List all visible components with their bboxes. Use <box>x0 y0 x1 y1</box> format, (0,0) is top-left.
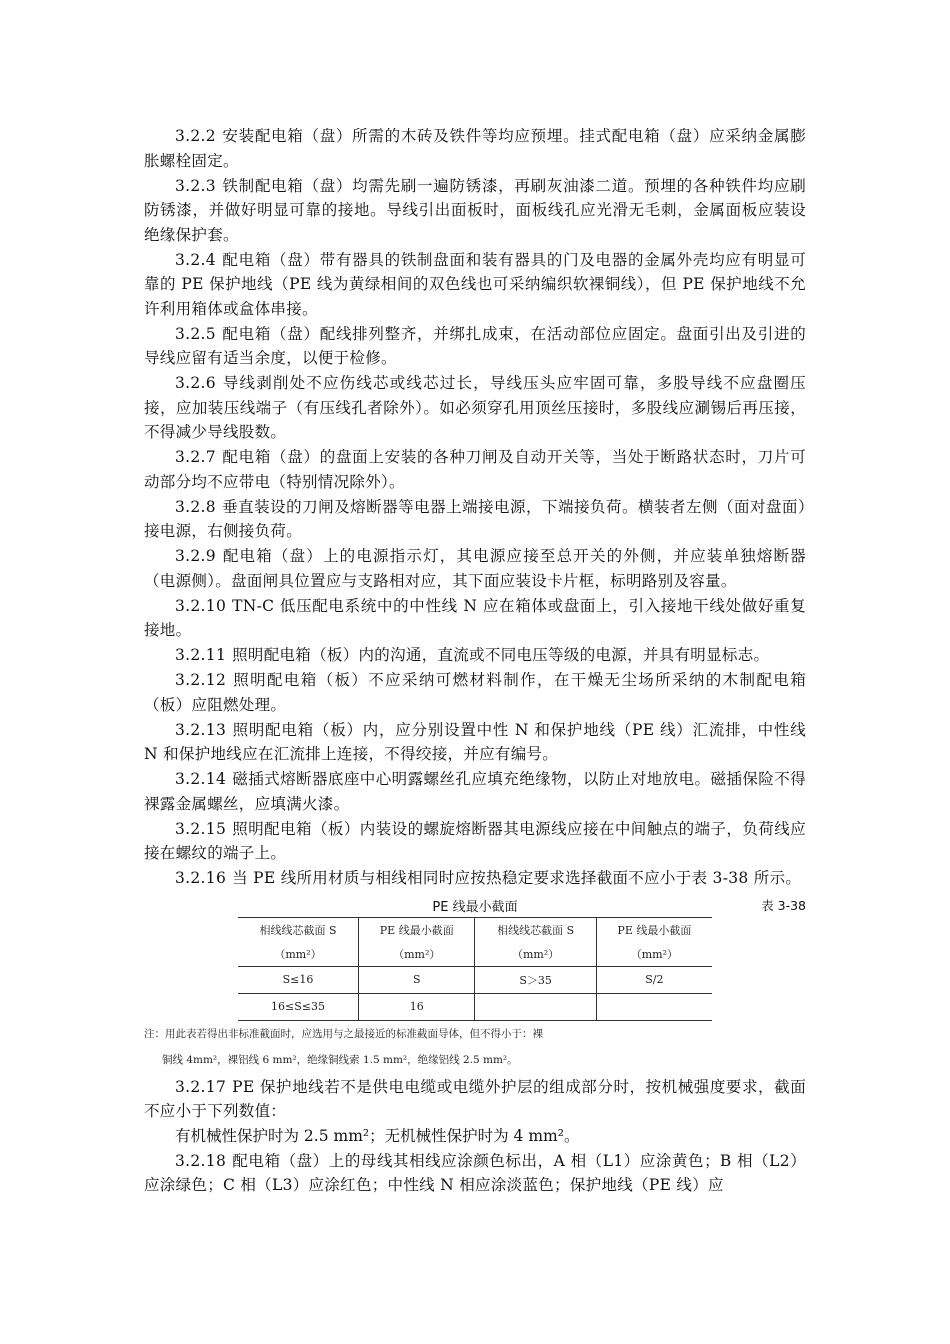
paragraph-3-2-2 <box>144 124 806 173</box>
paragraph-3-2-11 <box>144 643 806 668</box>
mechanical-protection-values: 有机械性保护时为 2.5 mm²；无机械性保护时为 4 mm²。 <box>175 1127 580 1145</box>
clause-text: 当 PE 线所用材质与相线相同时应按热稳定要求选择截面不应小于表 3-38 所示。 <box>232 869 802 887</box>
pe-min-section-table <box>238 917 712 1021</box>
table-header-cell: 相线线芯截面 S <box>475 917 596 942</box>
paragraph-3-2-10 <box>144 594 806 643</box>
paragraph-3-2-8 <box>144 495 806 544</box>
clause-number: 3.2.4 <box>175 250 216 269</box>
table-unit-row <box>238 942 712 967</box>
table-title: PE 线最小截面 <box>432 899 518 915</box>
clause-number: 3.2.15 <box>175 819 227 838</box>
table-cell: S/2 <box>596 966 712 993</box>
table-header-cell: PE 线最小截面 <box>596 917 712 942</box>
clause-number: 3.2.3 <box>175 176 216 195</box>
clause-text: 安装配电箱（盘）所需的木砖及铁件等均应预埋。挂式配电箱（盘）应采纳金属膨胀螺栓固定。 <box>144 127 806 170</box>
table-unit-cell: （mm²） <box>359 942 475 967</box>
table-header-cell: PE 线最小截面 <box>359 917 475 942</box>
clause-text: 导线剥削处不应伤线芯或线芯过长，导线压头应牢固可靠，多股导线不应盘圈压接，应加装压线端子（有压线孔者除外）。如必须穿孔用顶丝压接时，多股线应涮锡后再压接，不得减少导线股数。 <box>144 374 806 441</box>
clause-number: 3.2.10 <box>175 596 227 615</box>
clause-text: 配电箱（盘）的盘面上安装的各种刀闸及自动开关等，当处于断路状态时，刀片可动部分均不应带电（特别情况除外）。 <box>144 448 806 491</box>
table-header-row <box>238 917 712 942</box>
table-cell <box>475 993 596 1020</box>
clause-number: 3.2.2 <box>175 127 216 145</box>
paragraph-3-2-18 <box>144 1149 806 1198</box>
paragraph-3-2-4 <box>144 248 806 322</box>
paragraph-3-2-12 <box>144 668 806 717</box>
table-header-cell: 相线线芯截面 S <box>259 923 337 937</box>
paragraph-3-2-14 <box>144 767 806 816</box>
clause-text: PE 保护地线若不是供电电缆或电缆外护层的组成部分时，按机械强度要求，截面不应小于下列数值： <box>144 1077 806 1120</box>
table-unit-cell: （mm²） <box>596 942 712 967</box>
paragraph-3-2-6 <box>144 371 806 445</box>
clause-text: 配电箱（盘）上的电源指示灯，其电源应接至总开关的外侧，并应装单独熔断器（电源侧）。盘面闸具位置应与支路相对应，其下面应装设卡片框，标明路别及容量。 <box>144 547 806 590</box>
clause-text: 铁制配电箱（盘）均需先刷一遍防锈漆，再刷灰油漆二道。预埋的各种铁件均应刷防锈漆，并做好明显可靠的接地。导线引出面板时，面板线孔应光滑无毛刺，金属面板应装设绝缘保护套。 <box>144 176 806 244</box>
clause-text: TN-C 低压配电系统中的中性线 N 应在箱体或盘面上，引入接地干线处做好重复接地。 <box>144 596 806 639</box>
clause-number: 3.2.9 <box>175 547 216 565</box>
clause-number: 3.2.16 <box>175 869 227 887</box>
table-cell: 16≤S≤35 <box>271 1000 325 1013</box>
clause-number: 3.2.17 <box>175 1077 227 1096</box>
table-note-line-1: 注：用此表若得出非标准截面时，应选用与之最接近的标准截面导体，但不得小于：裸 <box>144 1027 543 1040</box>
clause-text: 照明配电箱（板）内，应分别设置中性 N 和保护地线（PE 线）汇流排，中性线 N 和保护地线应在汇流排上连接，不得绞接，并应有编号。 <box>144 720 806 763</box>
table-row <box>238 966 712 993</box>
table-cell <box>596 993 712 1020</box>
paragraph-3-2-16 <box>144 866 806 891</box>
table-unit-cell: （mm²） <box>274 947 322 961</box>
paragraph-3-2-3 <box>144 174 806 248</box>
clause-number: 3.2.11 <box>175 646 227 664</box>
table-cell: 16 <box>359 993 475 1020</box>
clause-number: 3.2.18 <box>175 1151 227 1170</box>
table-row <box>238 993 712 1020</box>
table-cell: S≤16 <box>282 973 314 986</box>
table-unit-cell: （mm²） <box>475 942 596 967</box>
clause-text: 配电箱（盘）配线排列整齐，并绑扎成束，在活动部位应固定。盘面引出及引进的导线应留有适当余度，以便于检修。 <box>144 324 806 367</box>
paragraph-3-2-15 <box>144 817 806 866</box>
table-cell: S <box>359 966 475 993</box>
clause-text: 照明配电箱（板）内的沟通，直流或不同电压等级的电源，并具有明显标志。 <box>232 646 770 664</box>
clause-number: 3.2.13 <box>175 720 227 739</box>
clause-text: 配电箱（盘）上的母线其相线应涂颜色标出，A 相（L1）应涂黄色；B 相（L2）应涂绿色；C 相（L3）应涂红色；中性线 N 相应涂淡蓝色；保护地线（PE 线）应 <box>144 1151 806 1194</box>
paragraph-3-2-13 <box>144 718 806 767</box>
clause-text: 垂直装设的刀闸及熔断器等电器上端接电源，下端接负荷。横装者左侧（面对盘面）接电源，右侧接负荷。 <box>144 497 806 540</box>
paragraph-3-2-17 <box>144 1075 806 1124</box>
clause-text: 配电箱（盘）带有器具的铁制盘面和装有器具的门及电器的金属外壳均应有明显可靠的 PE 保护地线（PE 线为黄绿相间的双色线也可采纳编织软裸铜线），但 PE 保护地线不允许利用箱体或盒体串接。 <box>144 250 806 318</box>
table-number: 表 3-38 <box>761 897 806 913</box>
clause-text: 照明配电箱（板）不应采纳可燃材料制作，在干燥无尘场所采纳的木制配电箱（板）应阻燃处理。 <box>144 671 806 714</box>
paragraph-3-2-5 <box>144 322 806 371</box>
clause-number: 3.2.8 <box>175 497 216 516</box>
clause-number: 3.2.7 <box>175 448 216 466</box>
paragraph-3-2-7 <box>144 445 806 494</box>
document-page <box>144 124 806 1198</box>
clause-text: 磁插式熔断器底座中心明露螺丝孔应填充绝缘物，以防止对地放电。磁插保险不得裸露金属螺丝，应填满火漆。 <box>144 770 806 813</box>
clause-number: 3.2.14 <box>175 770 227 788</box>
clause-number: 3.2.5 <box>175 324 216 343</box>
clause-text: 照明配电箱（板）内装设的螺旋熔断器其电源线应接在中间触点的端子，负荷线应接在螺纹的端子上。 <box>144 819 806 862</box>
table-caption <box>144 893 806 917</box>
paragraph-3-2-9 <box>144 544 806 593</box>
paragraph-group-top <box>144 124 806 891</box>
table-note-line-2: 铜线 4mm²，裸铝线 6 mm²，绝缘铜线索 1.5 mm²，绝缘铝线 2.5 mm²。 <box>162 1053 518 1066</box>
clause-number: 3.2.6 <box>175 374 216 392</box>
clause-number: 3.2.12 <box>175 671 227 689</box>
table-cell: S＞35 <box>475 966 596 993</box>
